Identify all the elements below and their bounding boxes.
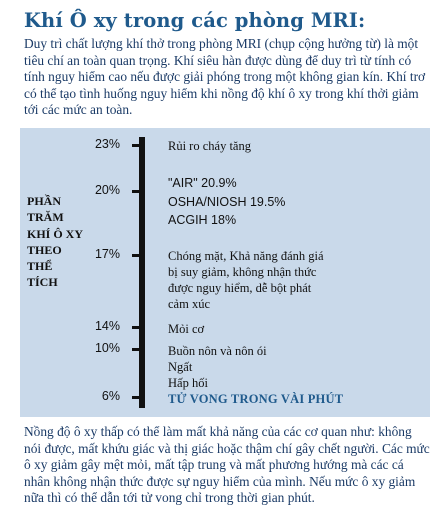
axis-title-line: PHẦN: [27, 194, 61, 208]
label-osha-niosh: OSHA/NIOSH 19.5%: [168, 195, 286, 209]
axis-title-line: TÍCH: [27, 275, 58, 290]
label-air: "AIR" 20.9%: [168, 176, 237, 190]
oxygen-scale-axis: [139, 137, 145, 408]
page-title: Khí Ô xy trong các phòng MRI:: [24, 9, 366, 32]
label-acgih: ACGIH 18%: [168, 213, 237, 227]
label-dying: Hấp hối: [168, 376, 208, 390]
axis-title-line: THỂ: [27, 259, 53, 274]
tick-label-10: 10%: [94, 341, 120, 355]
label-fainting: Ngất: [168, 360, 193, 374]
tick-label-6: 6%: [101, 389, 120, 403]
tick-10: [132, 348, 139, 351]
tick-20: [132, 190, 139, 193]
axis-title: [27, 193, 117, 291]
tick-label-23: 23%: [94, 137, 120, 151]
label-death-in-minutes: TỬ VONG TRONG VÀI PHÚT: [168, 392, 344, 406]
label-17-line4: cảm xúc: [168, 297, 210, 311]
label-17-line1: Chóng mặt, Khả năng đánh giá: [168, 249, 324, 263]
tick-14: [132, 326, 139, 329]
axis-title-line: TRĂM: [27, 210, 64, 225]
tick-label-20: 20%: [94, 183, 120, 197]
label-muscle-fatigue: Mỏi cơ: [168, 322, 205, 336]
footer-paragraph: Nồng độ ô xy thấp có thể làm mất khả năng của các cơ quan như: không nói được, mất khứu giác và thị giác hoặc thậm chí gây chết người. Các mức ô xy giảm gây mệt mỏi, mất tập trung và mất phương hướng mà các cá nhân không nhận thức được sự nguy hiểm của mình. Nếu mức ô xy giảm nữa thì có thể dẫn tới tử vong chỉ trong thời gian phút.: [24, 424, 430, 506]
tick-17: [132, 254, 139, 257]
tick-label-14: 14%: [94, 319, 120, 333]
axis-title-line: THEO: [27, 242, 62, 257]
tick-23: [132, 144, 139, 147]
tick-label-17: 17%: [94, 247, 120, 261]
label-fire-risk: Rủi ro cháy tăng: [168, 139, 251, 153]
axis-title-line: KHÍ Ô XY: [27, 226, 84, 241]
label-17-line2: bị suy giảm, không nhận thức: [168, 265, 317, 279]
label-17-line3: được nguy hiểm, dễ bột phát: [168, 281, 312, 295]
label-nausea: Buồn nôn và nôn ói: [168, 344, 267, 358]
tick-6: [132, 396, 139, 399]
intro-paragraph: Duy trì chất lượng khí thở trong phòng MRI (chụp cộng hưởng từ) là một tiêu chí an toàn quan trọng. Khí siêu hàn được dùng để duy trì từ tính có tính nguy hiểm cao nếu được giải phóng trong một không gian kín. Khí trơ có thể tạo tình huống nguy hiểm khi nồng độ khí ô xy trong khí thởi giảm tới các mức an toàn.: [24, 36, 426, 118]
